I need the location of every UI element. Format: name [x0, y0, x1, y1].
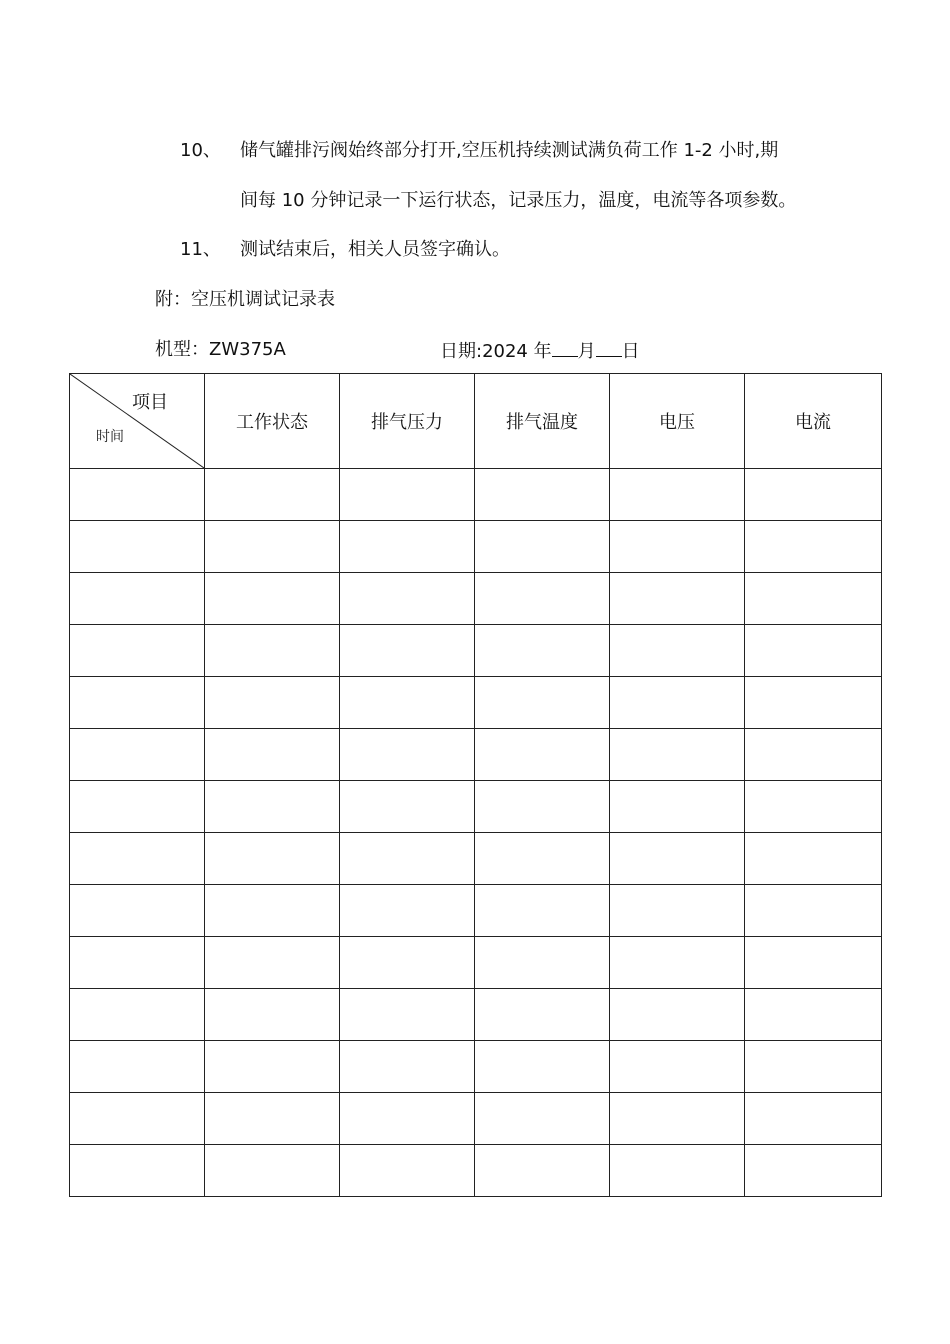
time-cell[interactable]: [70, 469, 205, 521]
value-cell[interactable]: [610, 1145, 745, 1197]
time-cell[interactable]: [70, 1145, 205, 1197]
table-row: [70, 521, 882, 573]
value-cell[interactable]: [610, 469, 745, 521]
date-prefix: 日期:2024 年: [440, 341, 552, 362]
column-header: 电压: [610, 374, 745, 469]
value-cell[interactable]: [205, 1041, 340, 1093]
value-cell[interactable]: [205, 625, 340, 677]
value-cell[interactable]: [610, 989, 745, 1041]
value-cell[interactable]: [340, 729, 475, 781]
time-cell[interactable]: [70, 677, 205, 729]
value-cell[interactable]: [475, 1041, 610, 1093]
table-row: [70, 781, 882, 833]
value-cell[interactable]: [340, 573, 475, 625]
time-cell[interactable]: [70, 885, 205, 937]
value-cell[interactable]: [205, 1145, 340, 1197]
value-cell[interactable]: [205, 677, 340, 729]
column-header: 电流: [745, 374, 882, 469]
day-blank: [596, 338, 622, 357]
value-cell[interactable]: [745, 989, 882, 1041]
table-row: [70, 937, 882, 989]
value-cell[interactable]: [745, 1145, 882, 1197]
column-header: 排气压力: [340, 374, 475, 469]
value-cell[interactable]: [475, 833, 610, 885]
value-cell[interactable]: [610, 729, 745, 781]
table-row: [70, 1041, 882, 1093]
table-row: [70, 989, 882, 1041]
date-month: 月: [577, 341, 596, 362]
value-cell[interactable]: [745, 781, 882, 833]
value-cell[interactable]: [205, 833, 340, 885]
step-text-line: 储气罐排污阀始终部分打开,空压机持续测试满负荷工作 1-2 小时,期: [240, 140, 779, 161]
value-cell[interactable]: [475, 989, 610, 1041]
value-cell[interactable]: [205, 781, 340, 833]
value-cell[interactable]: [205, 937, 340, 989]
value-cell[interactable]: [745, 729, 882, 781]
table-row: [70, 833, 882, 885]
value-cell[interactable]: [340, 885, 475, 937]
time-cell[interactable]: [70, 521, 205, 573]
value-cell[interactable]: [610, 833, 745, 885]
time-cell[interactable]: [70, 1093, 205, 1145]
table-row: [70, 469, 882, 521]
value-cell[interactable]: [340, 781, 475, 833]
value-cell[interactable]: [745, 937, 882, 989]
value-cell[interactable]: [340, 937, 475, 989]
value-cell[interactable]: [745, 573, 882, 625]
value-cell[interactable]: [475, 1145, 610, 1197]
table-row: [70, 625, 882, 677]
table-row: [70, 1093, 882, 1145]
time-cell[interactable]: [70, 833, 205, 885]
value-cell[interactable]: [205, 885, 340, 937]
corner-label-time: 时间: [96, 429, 124, 445]
model-label: 机型：ZW375A: [155, 339, 286, 360]
time-cell[interactable]: [70, 625, 205, 677]
step-number: 10、: [180, 140, 221, 161]
value-cell[interactable]: [205, 521, 340, 573]
commissioning-record-table: [69, 373, 882, 1197]
value-cell[interactable]: [745, 521, 882, 573]
time-cell[interactable]: [70, 781, 205, 833]
step-text-line: 测试结束后，相关人员签字确认。: [240, 239, 510, 260]
table-body: [70, 469, 882, 1197]
value-cell[interactable]: [340, 469, 475, 521]
date-field: [440, 338, 640, 364]
value-cell[interactable]: [475, 677, 610, 729]
value-cell[interactable]: [745, 469, 882, 521]
time-cell[interactable]: [70, 937, 205, 989]
value-cell[interactable]: [745, 1093, 882, 1145]
value-cell[interactable]: [205, 1093, 340, 1145]
value-cell[interactable]: [475, 625, 610, 677]
value-cell[interactable]: [610, 521, 745, 573]
value-cell[interactable]: [610, 573, 745, 625]
month-blank: [552, 338, 578, 357]
value-cell[interactable]: [610, 937, 745, 989]
corner-label-item: 项目: [132, 392, 168, 413]
column-header: 工作状态: [205, 374, 340, 469]
value-cell[interactable]: [205, 729, 340, 781]
value-cell[interactable]: [475, 781, 610, 833]
diagonal-header: [70, 374, 204, 468]
value-cell[interactable]: [340, 833, 475, 885]
value-cell[interactable]: [205, 989, 340, 1041]
value-cell[interactable]: [745, 1041, 882, 1093]
time-cell[interactable]: [70, 989, 205, 1041]
value-cell[interactable]: [475, 729, 610, 781]
corner-header-cell: [70, 374, 205, 469]
value-cell[interactable]: [610, 781, 745, 833]
time-cell[interactable]: [70, 573, 205, 625]
value-cell[interactable]: [475, 573, 610, 625]
value-cell[interactable]: [205, 573, 340, 625]
value-cell[interactable]: [340, 1041, 475, 1093]
date-day: 日: [621, 341, 640, 362]
table-row: [70, 885, 882, 937]
value-cell[interactable]: [475, 1093, 610, 1145]
value-cell[interactable]: [475, 937, 610, 989]
step-text-line: 间每 10 分钟记录一下运行状态，记录压力，温度，电流等各项参数。: [240, 190, 797, 211]
value-cell[interactable]: [475, 885, 610, 937]
value-cell[interactable]: [610, 1093, 745, 1145]
step-number: 11、: [180, 239, 221, 260]
value-cell[interactable]: [610, 625, 745, 677]
value-cell[interactable]: [340, 625, 475, 677]
value-cell[interactable]: [475, 521, 610, 573]
table-row: [70, 677, 882, 729]
table-row: [70, 729, 882, 781]
value-cell[interactable]: [610, 677, 745, 729]
time-cell[interactable]: [70, 729, 205, 781]
appendix-title: 附：空压机调试记录表: [155, 289, 335, 310]
value-cell[interactable]: [475, 469, 610, 521]
value-cell[interactable]: [745, 885, 882, 937]
value-cell[interactable]: [340, 1093, 475, 1145]
value-cell[interactable]: [340, 677, 475, 729]
table-row: [70, 573, 882, 625]
value-cell[interactable]: [340, 521, 475, 573]
time-cell[interactable]: [70, 1041, 205, 1093]
column-header: 排气温度: [475, 374, 610, 469]
value-cell[interactable]: [340, 1145, 475, 1197]
value-cell[interactable]: [610, 1041, 745, 1093]
value-cell[interactable]: [340, 989, 475, 1041]
value-cell[interactable]: [745, 833, 882, 885]
table-header-row: [70, 374, 882, 469]
value-cell[interactable]: [205, 469, 340, 521]
value-cell[interactable]: [610, 885, 745, 937]
table-row: [70, 1145, 882, 1197]
value-cell[interactable]: [745, 677, 882, 729]
value-cell[interactable]: [745, 625, 882, 677]
